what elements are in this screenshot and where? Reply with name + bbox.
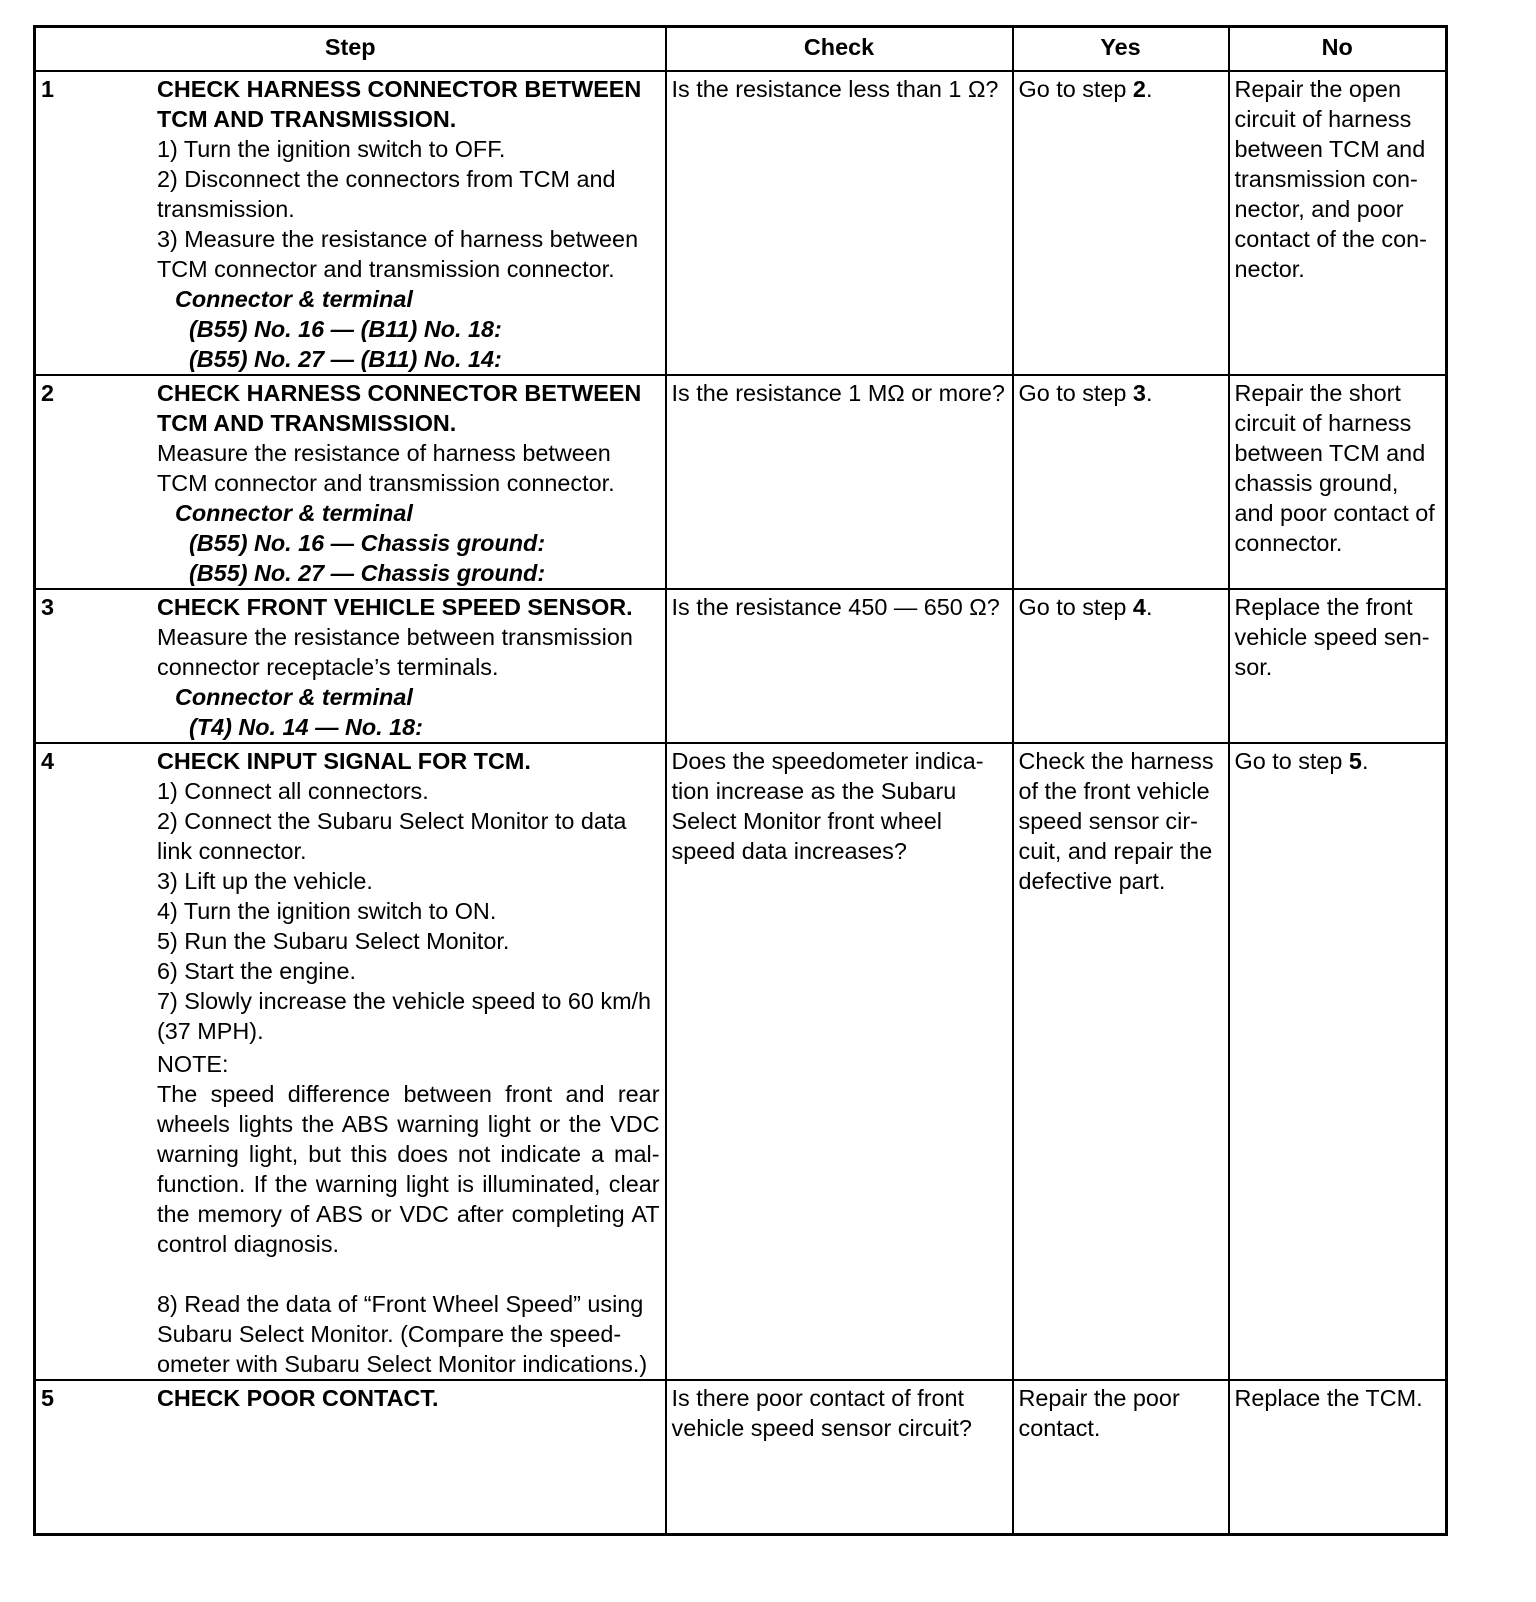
yes-cell [1013,375,1229,589]
step-title: CHECK HARNESS CONNECTOR BETWEEN TCM AND TRANSMISSION. [157,380,642,436]
connector-terminal: (B55) No. 27 — (B11) No. 14: [189,346,502,372]
yes-cell: Check the harness of the front vehicle speed sensor cir-cuit, and repair the defective part. [1013,743,1229,1380]
note-text: The speed difference between front and rear wheels lights the ABS warning light or the VDC warning light, but this does not indicate a mal-function. If the warning light is illuminated, clear the memory of ABS or VDC after completing AT control diagnosis. [157,1081,660,1257]
yes-text: Go to step [1018,594,1133,620]
yes-step-ref: 2 [1132,76,1146,102]
no-step-ref: 5 [1348,748,1362,774]
step-cell [35,71,666,375]
header-check: Check [666,27,1013,72]
no-text: Go to step [1234,748,1349,774]
step-title: CHECK HARNESS CONNECTOR BETWEEN TCM AND TRANSMISSION. [157,76,642,132]
no-cell: Repair the open circuit of harness between TCM and transmission con-nector, and poor contact of the con-nector. [1229,71,1447,375]
connector-terminal: (T4) No. 14 — No. 18: [189,714,423,740]
yes-suffix: . [1145,76,1153,102]
header-row [35,27,1447,72]
step-instruction: 1) Connect all connectors. [157,778,429,804]
step-instruction: 4) Turn the ignition switch to ON. [157,898,497,924]
yes-suffix: . [1145,380,1153,406]
table-row [35,589,1447,743]
check-cell: Is the resistance 450 — 650 Ω? [666,589,1013,743]
no-cell [1229,743,1447,1380]
table-row [35,375,1447,589]
yes-cell [1013,71,1229,375]
step-instruction: Measure the resistance of harness between TCM connector and transmission connector. [157,440,615,496]
connector-label: Connector & terminal [175,684,413,710]
no-cell: Repair the short circuit of harness between TCM and chassis ground, and poor contact of connector. [1229,375,1447,589]
step-instruction: 8) Read the data of “Front Wheel Speed” using Subaru Select Monitor. (Compare the speed-ometer with Subaru Select Monitor indications.) [157,1291,648,1377]
yes-text: Go to step [1018,380,1133,406]
step-instruction: 2) Disconnect the connectors from TCM and transmission. [157,166,616,222]
yes-step-ref: 3 [1132,380,1146,406]
check-cell: Does the speedometer indica-tion increase as the Subaru Select Monitor front wheel speed data increases? [666,743,1013,1380]
step-instruction: 3) Lift up the vehicle. [157,868,373,894]
header-step: Step [35,27,666,72]
yes-cell [1013,589,1229,743]
step-instruction: 2) Connect the Subaru Select Monitor to data link connector. [157,808,627,864]
check-cell: Is the resistance 1 MΩ or more? [666,375,1013,589]
no-suffix: . [1361,748,1369,774]
connector-terminal: (B55) No. 27 — Chassis ground: [189,560,546,586]
step-instruction: 6) Start the engine. [157,958,356,984]
step-instruction: 3) Measure the resistance of harness between TCM connector and transmission connector. [157,226,639,282]
table-row [35,743,1447,1380]
step-instruction: Measure the resistance between transmission connector receptacle’s terminals. [157,624,633,680]
note-label: NOTE: [157,1051,229,1077]
table-row [35,1380,1447,1535]
yes-text: Go to step [1018,76,1133,102]
yes-cell: Repair the poor contact. [1013,1380,1229,1535]
step-instruction: 7) Slowly increase the vehicle speed to 60 km/h (37 MPH). [157,988,652,1044]
step-instruction: 5) Run the Subaru Select Monitor. [157,928,510,954]
step-number: 2 [41,380,55,406]
connector-terminal: (B55) No. 16 — Chassis ground: [189,530,546,556]
connector-label: Connector & terminal [175,500,413,526]
step-number: 1 [41,76,55,102]
step-cell [35,743,666,1380]
header-yes: Yes [1013,27,1229,72]
step-title: CHECK INPUT SIGNAL FOR TCM. [157,748,531,774]
connector-terminal: (B55) No. 16 — (B11) No. 18: [189,316,502,342]
step-cell [35,1380,666,1535]
check-cell: Is the resistance less than 1 Ω? [666,71,1013,375]
check-cell: Is there poor contact of front vehicle speed sensor circuit? [666,1380,1013,1535]
no-cell: Replace the front vehicle speed sen-sor. [1229,589,1447,743]
step-number: 4 [41,748,55,774]
no-cell: Replace the TCM. [1229,1380,1447,1535]
yes-suffix: . [1145,594,1153,620]
step-number: 5 [41,1385,55,1411]
yes-step-ref: 4 [1132,594,1146,620]
step-title: CHECK FRONT VEHICLE SPEED SENSOR. [157,594,633,620]
step-number: 3 [41,594,55,620]
diagnostic-table [33,25,1448,1536]
table-row [35,71,1447,375]
step-title: CHECK POOR CONTACT. [157,1385,439,1411]
step-cell [35,375,666,589]
connector-label: Connector & terminal [175,286,413,312]
header-no: No [1229,27,1447,72]
step-cell [35,589,666,743]
step-instruction: 1) Turn the ignition switch to OFF. [157,136,506,162]
